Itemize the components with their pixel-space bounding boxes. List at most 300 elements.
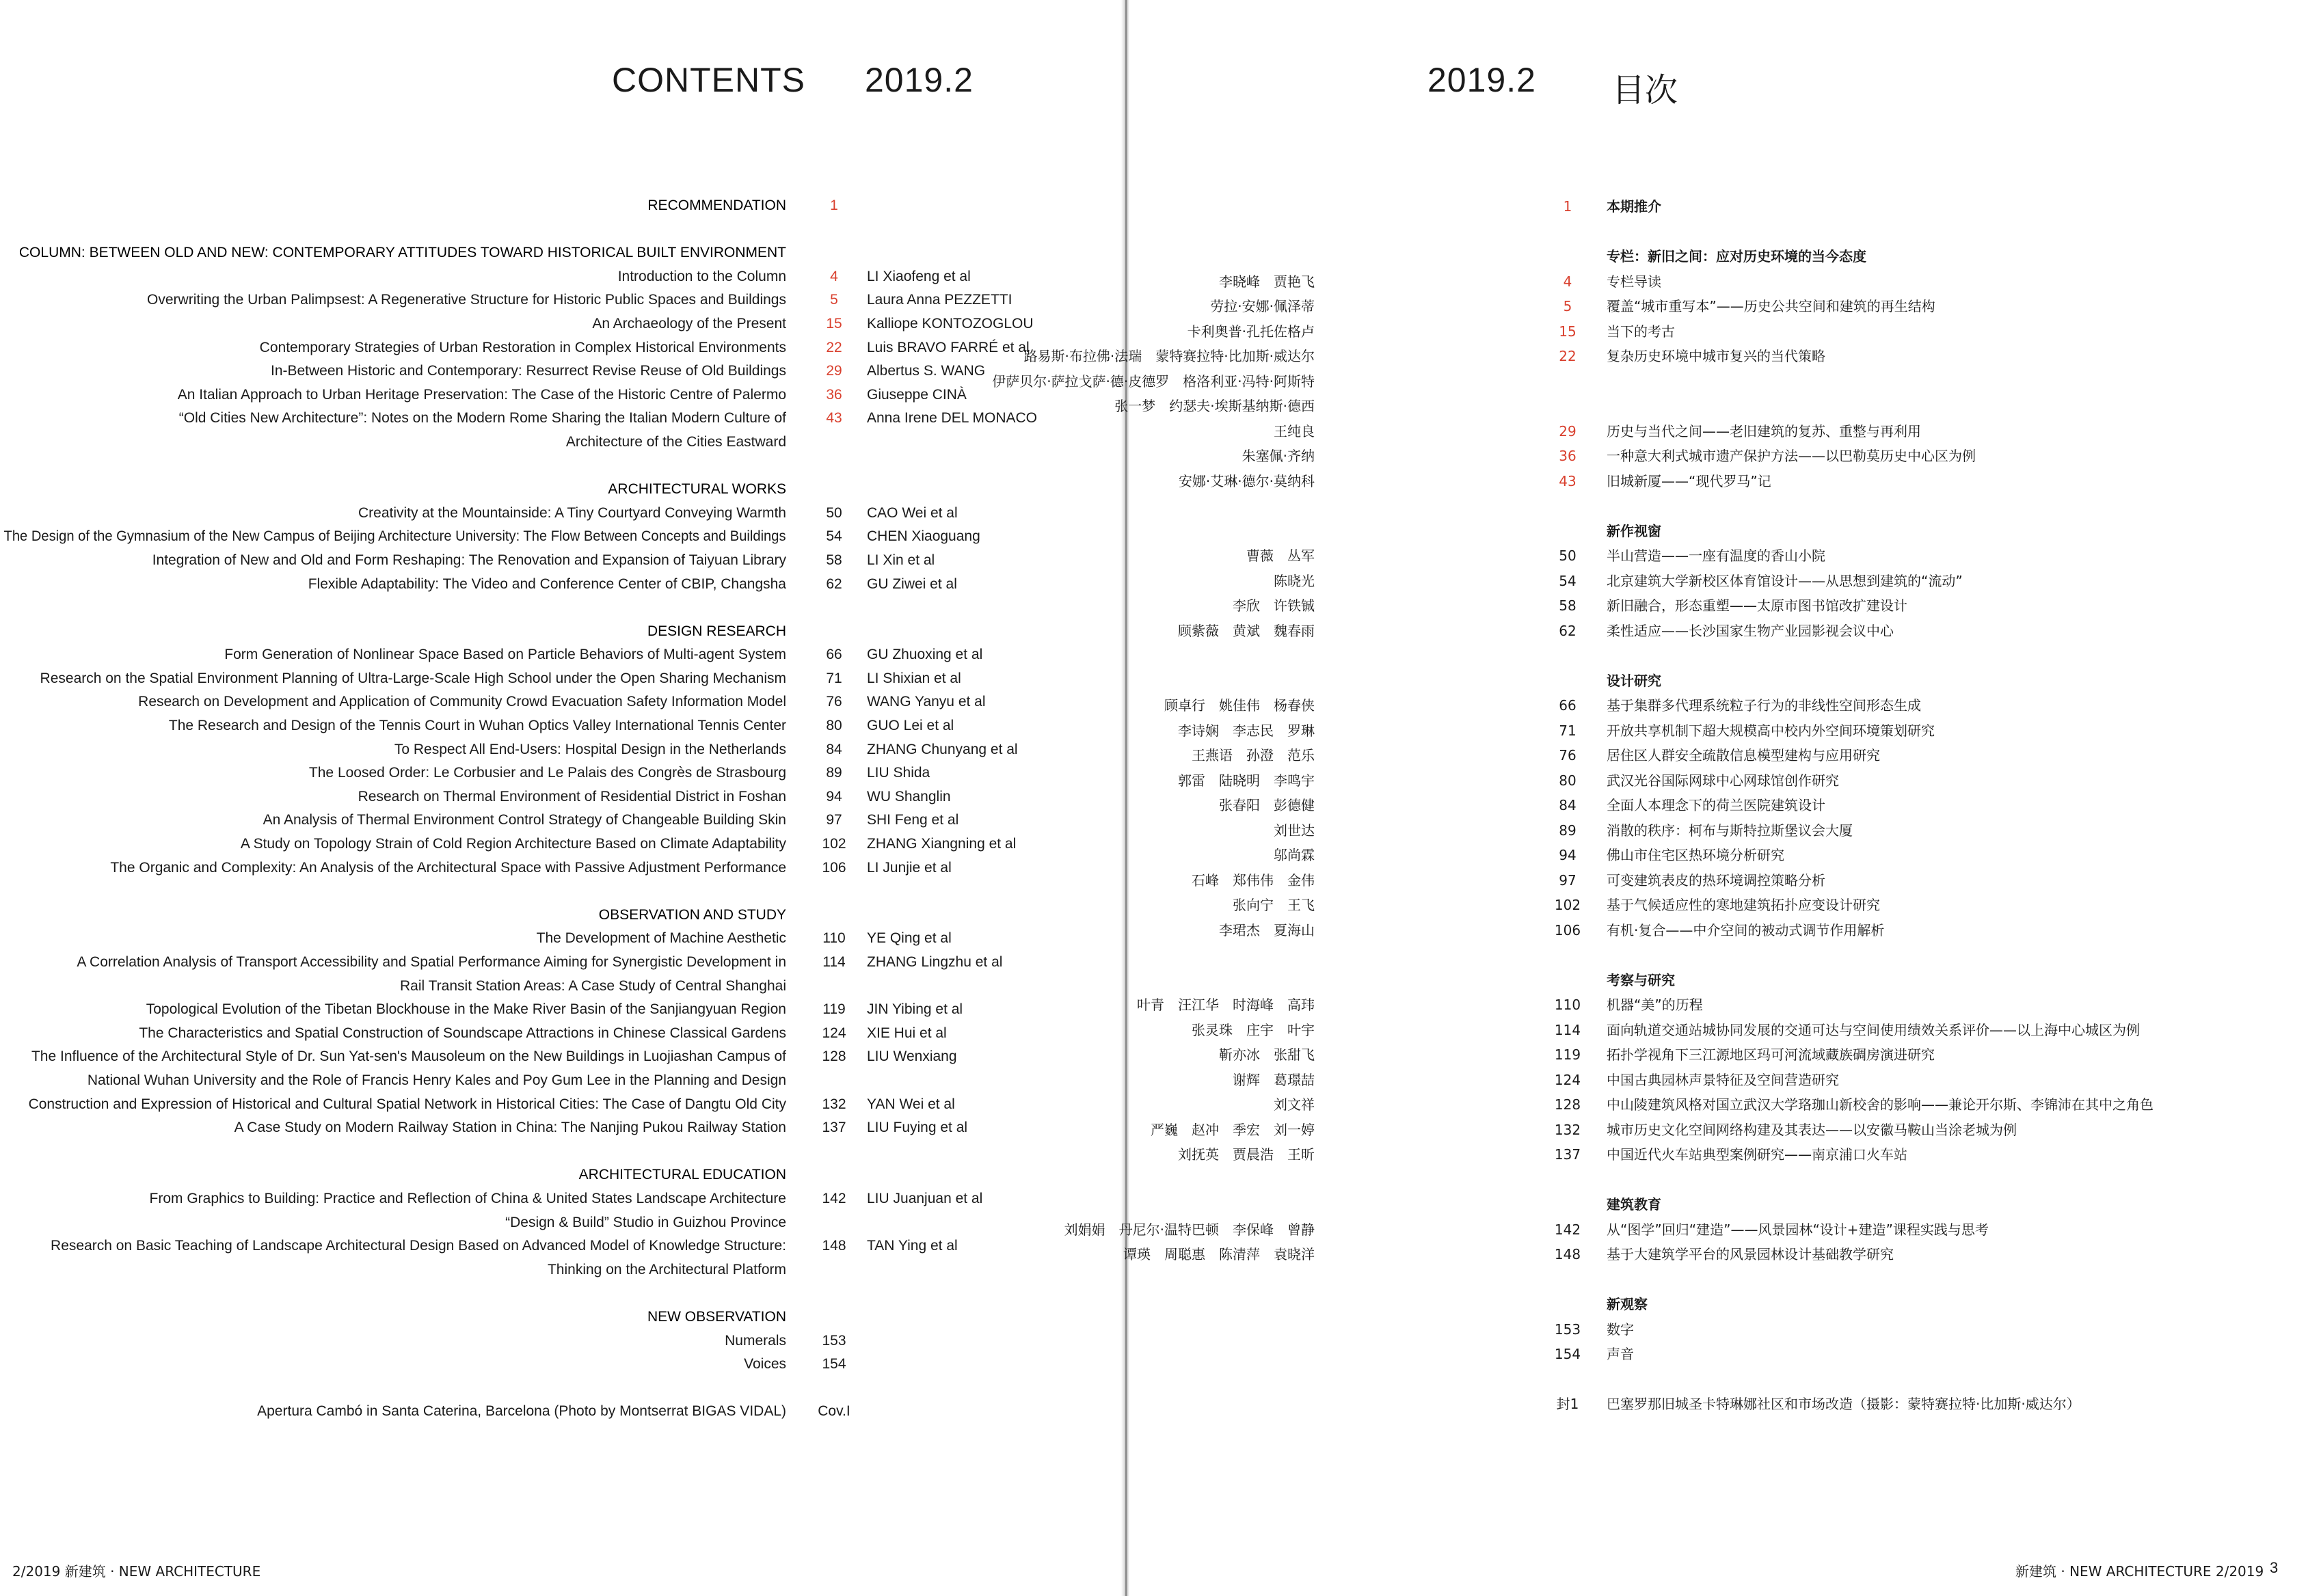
page-ref: 154 [1554,1346,1581,1362]
author: 劳拉·安娜·佩泽蒂 [1210,298,1315,314]
page-ref: 封1 [1556,1396,1579,1412]
page-ref: 43 [826,410,842,427]
author: 王纯良 [1274,422,1315,439]
author: 谭瑛 周聪惠 陈清萍 袁晓洋 [1123,1246,1315,1262]
section-title: 新作视窗 [1607,522,1661,539]
author: Luis BRAVO FARRÉ et al [867,339,1030,355]
section-heading [0,1306,1127,1329]
toc-entry [0,431,1127,455]
article-title: 基于气候适应性的寒地建筑拓扑应变设计研究 [1607,897,1880,913]
author: 李欣 许铁铖 [1233,597,1315,614]
article-title: 拓扑学视角下三江源地区玛可河流域藏族碉房演进研究 [1607,1046,1935,1063]
page-ref: 148 [1554,1246,1581,1262]
article-title: A Study on Topology Strain of Cold Region Architecture Based on Climate Adaptability [240,836,786,852]
section-title: RECOMMENDATION [647,198,786,213]
toc-entry [0,549,1127,573]
toc-entry [0,738,1127,762]
author: 李诗娴 李志民 罗琳 [1178,722,1315,739]
article-title: 从“图学”回归“建造”——风景园林“设计+建造”课程实践与思考 [1607,1221,1989,1238]
page-ref: 124 [1554,1071,1581,1088]
article-title: Topological Evolution of the Tibetan Blockhouse in the Make River Basin of the Sanjiangyuan Region [146,1001,786,1018]
page-ref: 4 [1563,273,1572,290]
toc-entry [1127,868,2321,893]
article-title: 消散的秩序：柯布与斯特拉斯堡议会大厦 [1607,822,1853,839]
author: 安娜·艾琳·德尔·莫纳科 [1178,472,1315,489]
section-heading [0,478,1127,502]
author: XIE Hui et al [867,1025,947,1041]
section-heading [1127,668,2321,694]
author: 张灵珠 庄宇 叶宇 [1192,1021,1315,1038]
page-ref: 128 [1554,1096,1581,1113]
page-ref: 54 [826,528,842,545]
section-title: 本期推介 [1607,198,1661,215]
author: Anna Irene DEL MONACO [867,410,1037,427]
article-title: The Influence of the Architectural Style of Dr. Sun Yat-sen's Mausoleum on the New Buildings in Luojiashan Campus of [31,1049,786,1065]
page-ref: 58 [826,552,842,568]
section-heading [1127,1292,2321,1317]
contents-title-cn: 目次 [1612,71,1678,109]
author: ZHANG Lingzhu et al [867,954,1003,970]
toc-entry [1127,893,2321,918]
article-title: 基于大建筑学平台的风景园林设计基础教学研究 [1607,1246,1894,1262]
toc-entry [1127,543,2321,569]
article-title: 当下的考古 [1607,323,1675,340]
toc-entry [1127,768,2321,794]
toc-entry [1127,918,2321,943]
article-title: 数字 [1607,1321,1634,1338]
author: 顾紫薇 黄斌 魏春雨 [1178,622,1315,639]
article-title: Voices [744,1356,786,1372]
toc-entry [0,998,1127,1022]
toc-entry [0,407,1127,431]
page-ref: 80 [1559,772,1577,789]
toc-entry [0,1069,1127,1093]
toc-entry [0,785,1127,809]
author: LIU Fuying et al [867,1120,968,1136]
page-ref: 132 [1554,1121,1581,1138]
section-title: ARCHITECTURAL EDUCATION [578,1167,786,1183]
toc-entry [992,369,2321,394]
article-title: 专栏导读 [1607,273,1661,290]
article-title: A Case Study on Modern Railway Station in China: The Nanjing Pukou Railway Station [234,1120,786,1136]
author: YE Qing et al [867,930,952,947]
left-page [0,0,1127,1596]
section-heading [1127,1192,2321,1217]
author: ZHANG Chunyang et al [867,741,1018,757]
section-title: OBSERVATION AND STUDY [598,906,786,923]
toc-spacer [0,880,1127,904]
article-title: 中国古典园林声景特征及空间营造研究 [1607,1071,1839,1088]
article-title: 全面人本理念下的荷兰医院建筑设计 [1607,797,1825,813]
toc-entry [0,1093,1127,1117]
article-title: The Organic and Complexity: An Analysis of the Architectural Space with Passive Adjustment Performance [110,859,786,876]
page-ref: 153 [1554,1321,1581,1338]
page-ref: 142 [1554,1221,1581,1238]
page-ref: 54 [1559,572,1577,589]
toc-entry [0,525,1127,549]
author: LIU Wenxiang [867,1049,957,1065]
page-ref: Cov.I [818,1403,850,1420]
article-title: 开放共享机制下超大规模高中校内外空间环境策划研究 [1607,722,1935,739]
article-title: Rail Transit Station Areas: A Case Study of Central Shanghai [400,977,786,994]
author: CAO Wei et al [867,504,958,521]
toc-spacer [0,596,1127,620]
toc-entry [0,833,1127,856]
author: 朱塞佩·齐纳 [1242,448,1315,464]
toc-entry [1127,1042,2321,1068]
article-title: 基于集群多代理系统粒子行为的非线性空间形态生成 [1607,697,1921,714]
section-title: 专栏：新旧之间：应对历史环境的当今态度 [1607,248,1866,265]
section-title: 建筑教育 [1607,1196,1661,1213]
author: Albertus S. WANG [867,363,986,379]
section-title: COLUMN: BETWEEN OLD AND NEW: CONTEMPORARY ATTITUDES TOWARD HISTORICAL BUILT ENVIRONMENT [18,245,786,261]
author: LIU Shida [867,765,930,781]
page-ref: 84 [1559,797,1577,813]
page-ref: 62 [1559,622,1577,639]
toc-spacer [0,1282,1127,1306]
author: TAN Ying et al [867,1238,958,1254]
article-title: Integration of New and Old and Form Reshaping: The Renovation and Expansion of Taiyuan Library [152,552,786,568]
article-title: Numerals [725,1332,786,1349]
toc-spacer [1127,1267,2321,1293]
toc-entry [0,690,1127,714]
page-ref: 102 [822,836,846,852]
author: YAN Wei et al [867,1096,955,1112]
article-title: Contemporary Strategies of Urban Restoration in Complex Historical Environments [259,339,786,355]
article-title: Form Generation of Nonlinear Space Based on Particle Behaviors of Multi-agent System [224,647,786,663]
page-ref: 62 [826,576,842,592]
article-title: 覆盖“城市重写本”——历史公共空间和建筑的再生结构 [1607,298,1935,314]
article-title: Introduction to the Column [617,268,786,284]
article-title: 城市历史文化空间网络构建及其表达——以安徽马鞍山当涂老城为例 [1607,1121,2017,1138]
toc-spacer [1127,1167,2321,1193]
author: 刘娟娟 丹尼尔·温特巴顿 李保峰 曾静 [1064,1221,1315,1238]
article-title: 佛山市住宅区热环境分析研究 [1607,847,1784,863]
page-ref: 76 [826,694,842,710]
author: 郭雷 陆晓明 李鸣宇 [1178,772,1315,789]
toc-entry [0,761,1127,785]
article-title: 面向轨道交通站城协同发展的交通可达与空间使用绩效关系评价——以上海中心城区为例 [1607,1021,2140,1038]
article-title: 半山营造——一座有温度的香山小院 [1607,547,1825,564]
toc-entry [1127,793,2321,818]
author: 路易斯·布拉佛·法瑞 蒙特赛拉特·比加斯·威达尔 [1023,348,1315,364]
page-ref: 1 [1563,198,1572,215]
toc-entry [1127,1068,2321,1093]
right-footer: 新建筑 · NEW ARCHITECTURE 2/2019 [2015,1563,2264,1580]
page-ref: 97 [826,812,842,828]
author: 王燕语 孙澄 范乐 [1192,747,1315,763]
page-ref: 114 [822,954,846,970]
author: 叶青 汪江华 时海峰 高玮 [1137,997,1315,1013]
page-ref: 94 [1559,847,1577,863]
toc-entry [1127,992,2321,1018]
page-ref: 29 [1559,422,1577,439]
page-ref: 148 [822,1238,846,1254]
author: 卡利奥普·孔托佐格卢 [1187,323,1315,340]
page-ref: 89 [826,765,842,781]
toc-entry [0,1022,1127,1046]
author: Kalliope KONTOZOGLOU [867,315,1034,332]
article-title: The Development of Machine Aesthetic [536,930,786,947]
article-title: 北京建筑大学新校区体育馆设计——从思想到建筑的“流动” [1607,572,1963,589]
toc-entry [0,502,1127,526]
toc-spacer [1127,493,2321,519]
toc-entry [0,1187,1127,1211]
toc-entry [1127,1317,2321,1342]
toc-entry [0,336,1127,360]
section-title: DESIGN RESEARCH [647,623,786,639]
article-title: Creativity at the Mountainside: A Tiny Courtyard Conveying Warmth [358,504,786,521]
contents-title: CONTENTS [612,61,805,99]
page-ref: 128 [822,1049,846,1065]
toc-entry [1127,444,2321,469]
toc-entry [1127,843,2321,868]
article-title: Apertura Cambó in Santa Caterina, Barcelona (Photo by Montserrat BIGAS VIDAL) [257,1403,786,1420]
toc-entry [1127,693,2321,718]
section-title: 考察与研究 [1607,971,1675,988]
article-title: In-Between Historic and Contemporary: Resurrect Revise Reuse of Old Buildings [270,363,786,379]
author: 邬尚霖 [1274,847,1315,863]
article-title: National Wuhan University and the Role of Francis Henry Kales and Poy Gum Lee in the Planning and Design [87,1072,786,1088]
page-ref: 50 [826,504,842,521]
page-ref: 22 [1559,348,1577,364]
section-title: ARCHITECTURAL WORKS [608,481,786,498]
page-ref: 102 [1554,897,1581,913]
toc-entry [1127,269,2321,295]
author: CHEN Xiaoguang [867,528,980,545]
page-ref: 89 [1559,822,1577,839]
author: 谢辉 葛璟喆 [1233,1071,1315,1088]
article-title: 旧城新厦——“现代罗马”记 [1607,472,1771,489]
toc-entry [0,809,1127,833]
section-heading [0,620,1127,644]
article-title: Overwriting the Urban Palimpsest: A Regenerative Structure for Historic Public Spaces and Buildings [147,292,786,308]
page-ref: 71 [826,670,842,686]
toc-entry [0,288,1127,312]
toc-entry [1127,619,2321,644]
toc-entry [0,1353,1127,1377]
section-heading [1127,244,2321,269]
article-title: Research on Development and Application of Community Crowd Evacuation Safety Information Model [138,694,786,710]
article-title: 一种意大利式城市遗产保护方法——以巴勒莫历史中心区为例 [1607,448,1976,464]
article-title: The Characteristics and Spatial Construction of Soundscape Attractions in Chinese Classical Gardens [139,1025,786,1041]
toc-spacer [1127,219,2321,245]
article-title: 中山陵建筑风格对国立武汉大学珞珈山新校舍的影响——兼论开尔斯、李锦沛在其中之角色 [1607,1096,2154,1113]
toc-entry [0,951,1127,975]
toc-spacer [0,1377,1127,1401]
article-title: 柔性适应——长沙国家生物产业园影视会议中心 [1607,622,1894,639]
toc-entry [0,643,1127,667]
author: 刘世达 [1274,822,1315,839]
page-ref: 153 [822,1332,846,1349]
author: 顾卓行 姚佳伟 杨春侠 [1164,697,1315,714]
article-title: 巴塞罗那旧城圣卡特琳娜社区和市场改造（摄影：蒙特赛拉特·比加斯·威达尔） [1607,1396,2080,1412]
page-ref: 114 [1554,1021,1581,1038]
toc-entry [1114,394,2321,419]
toc-entry [0,667,1127,691]
article-title: “Old Cities New Architecture”: Notes on the Modern Rome Sharing the Italian Modern Culture of [178,410,786,427]
page-ref: 5 [830,292,838,308]
page-ref: 36 [826,386,842,403]
author: GU Zhuoxing et al [867,647,983,663]
toc-entry [0,360,1127,383]
page-ref: 132 [822,1096,846,1112]
toc-entry [0,1234,1127,1258]
toc-entry [1127,469,2321,494]
author: 刘文祥 [1274,1096,1315,1113]
author: 陈晓光 [1274,572,1315,589]
page-ref: 142 [822,1190,846,1206]
section-heading [0,1163,1127,1187]
toc-entry [1127,743,2321,768]
author: LIU Juanjuan et al [867,1190,983,1206]
page-ref: 94 [826,788,842,804]
article-title: 新旧融合，形态重塑——太原市图书馆改扩建设计 [1607,597,1907,614]
article-title: The Loosed Order: Le Corbusier and Le Palais des Congrès de Strasbourg [308,765,786,781]
article-title: The Research and Design of the Tennis Court in Wuhan Optics Valley International Tennis Center [168,718,786,734]
toc-entry [1127,818,2321,843]
toc-entry [1127,593,2321,619]
toc-entry [0,1258,1127,1282]
article-title: Thinking on the Architectural Platform [547,1261,786,1277]
page-ref: 119 [822,1001,846,1018]
toc-entry [1023,344,2321,369]
page-ref: 154 [822,1356,846,1372]
article-title: An Archaeology of the Present [592,315,786,332]
toc-spacer [0,218,1127,242]
section-title: 新观察 [1607,1296,1648,1312]
author: 张春阳 彭德健 [1219,797,1315,813]
toc-entry [1127,294,2321,319]
page-ref: 29 [826,363,842,379]
page-ref: 36 [1559,448,1577,464]
author: 曹薇 丛军 [1246,547,1315,564]
article-title: “Design & Build” Studio in Guizhou Province [505,1214,786,1230]
toc-entry [0,927,1127,951]
article-title: Construction and Expression of Historical and Cultural Spatial Network in Historical Cities: The Case of Dangtu Old City [28,1096,786,1112]
toc-entry [0,856,1127,880]
author: 靳亦冰 张甜飞 [1219,1046,1315,1063]
author: Laura Anna PEZZETTI [867,292,1012,308]
toc-spacer [1127,943,2321,968]
section-heading [0,904,1127,928]
toc-entry [1127,1118,2321,1143]
author: 刘抚英 贾晨浩 王昕 [1178,1146,1315,1163]
author: ZHANG Xiangning et al [867,836,1017,852]
author: 张向宁 王飞 [1233,897,1315,913]
toc-entry [0,1045,1127,1069]
page-ref: 84 [826,741,842,757]
author: LI Shixian et al [867,670,961,686]
section-heading [1127,519,2321,544]
article-title: Flexible Adaptability: The Video and Conference Center of CBIP, Changsha [308,576,786,592]
toc-entry [1127,419,2321,444]
toc-entry [1064,1217,2321,1243]
article-title: Research on Thermal Environment of Residential District in Foshan [358,788,786,804]
page-ref: 106 [822,859,846,876]
chinese-toc [992,194,2321,1417]
author: 石峰 郑伟伟 金伟 [1192,871,1315,889]
toc-entry [1127,1392,2321,1417]
issue-year-cn: 2019.2 [1427,61,1536,99]
page-ref: 43 [1559,472,1577,489]
article-title: To Respect All End-Users: Hospital Design in the Netherlands [394,741,786,757]
left-footer: 2/2019 新建筑 · NEW ARCHITECTURE [12,1563,261,1580]
page-ref: 97 [1559,871,1577,889]
toc-entry [0,383,1127,407]
article-title: Architecture of the Cities Eastward [565,433,786,450]
article-title: 声音 [1607,1346,1634,1362]
page-ref: 15 [826,315,842,332]
article-title: 可变建筑表皮的热环境调控策略分析 [1607,871,1825,889]
toc-entry [1123,1242,2321,1267]
article-title: An Analysis of Thermal Environment Control Strategy of Changeable Building Skin [263,812,786,828]
toc-entry [0,573,1127,597]
author: JIN Yibing et al [867,1001,963,1018]
toc-entry [0,1329,1127,1353]
page-ref: 124 [822,1025,846,1041]
toc-entry [1127,718,2321,744]
toc-entry [1127,1342,2321,1367]
page-ref: 137 [1554,1146,1581,1163]
author: WU Shanglin [867,788,951,804]
article-title: 中国近代火车站典型案例研究——南京浦口火车站 [1607,1146,1907,1163]
article-title: 历史与当代之间——老旧建筑的复苏、重整与再利用 [1607,422,1921,439]
author: 张一梦 约瑟夫·埃斯基纳斯·德西 [1114,398,1315,414]
toc-entry [1127,1018,2321,1043]
page-ref: 58 [1559,597,1577,614]
toc-entry [0,1211,1127,1235]
section-heading [1127,968,2321,993]
toc-entry [1127,319,2321,344]
author: 李珺杰 夏海山 [1219,921,1315,938]
author: SHI Feng et al [867,812,959,828]
right-page [992,0,2321,1596]
page-ref: 22 [826,339,842,355]
author: 伊萨贝尔·萨拉戈萨·德·皮德罗 格洛利亚·冯特·阿斯特 [992,373,1315,390]
article-title: 有机·复合——中介空间的被动式调节作用解析 [1607,921,1885,938]
article-title: An Italian Approach to Urban Heritage Preservation: The Case of the Historic Centre of Palermo [177,386,786,403]
article-title: Research on Basic Teaching of Landscape Architectural Design Based on Advanced Model of Knowledge Structure: [51,1238,786,1254]
section-heading [0,194,1127,218]
page-ref: 119 [1554,1046,1581,1063]
author: WANG Yanyu et al [867,694,986,710]
page-ref: 137 [822,1120,846,1136]
page-ref: 76 [1559,747,1577,763]
author: LI Junjie et al [867,859,952,876]
toc-spacer [1127,643,2321,668]
author: 李晓峰 贾艳飞 [1219,273,1315,290]
toc-entry [0,714,1127,738]
author: GUO Lei et al [867,718,954,734]
page-ref: 110 [1554,997,1581,1013]
toc-entry [0,312,1127,336]
page-ref: 71 [1559,722,1577,739]
page-ref: 66 [826,647,842,663]
page-ref: 110 [822,930,846,947]
article-title: 居住区人群安全疏散信息模型建构与应用研究 [1607,747,1880,763]
author: Giuseppe CINÀ [867,386,967,403]
page-ref: 4 [830,268,838,284]
author: 严巍 赵冲 季宏 刘一婷 [1151,1121,1315,1138]
page-ref: 1 [830,198,838,213]
toc-entry [0,1400,1127,1424]
article-title: The Design of the Gymnasium of the New Campus of Beijing Architecture University: The Flow Between Concepts and Buildings [4,528,786,545]
section-title: 设计研究 [1607,672,1661,689]
toc-spacer [0,1140,1127,1164]
page-ref: 5 [1563,298,1572,314]
toc-entry [0,265,1127,289]
